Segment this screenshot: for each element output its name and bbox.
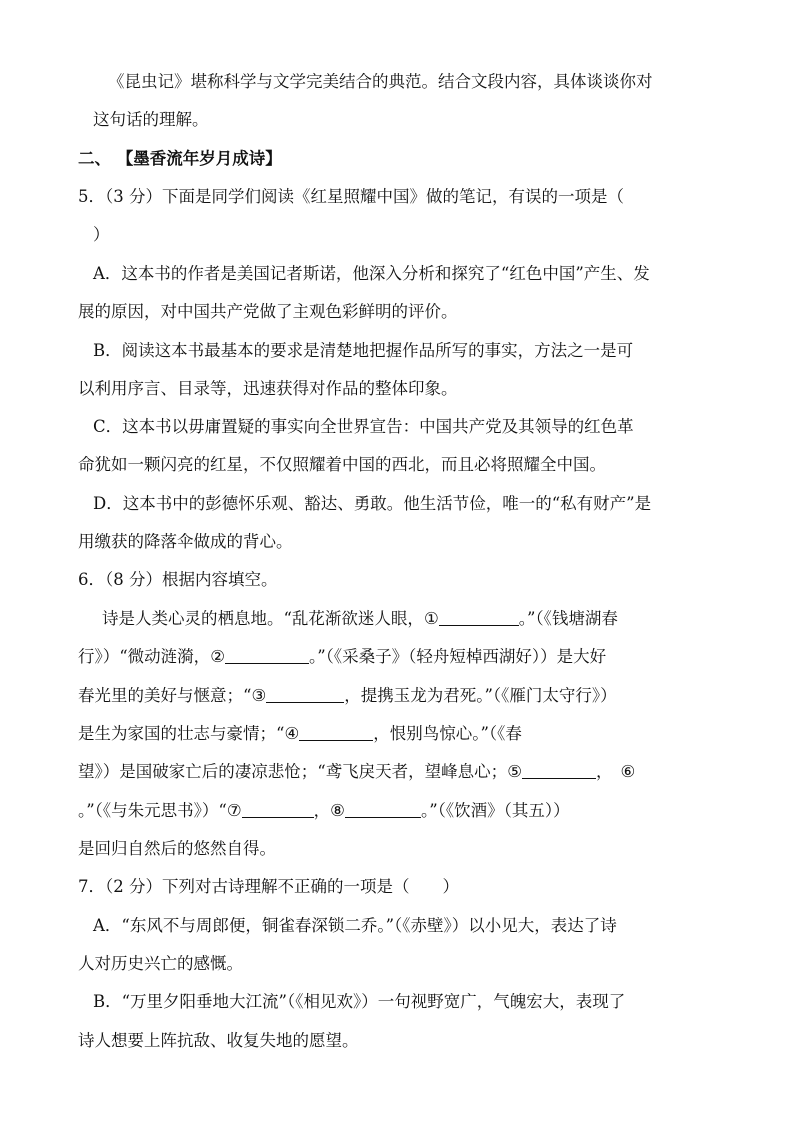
q5-option-d-line1: D．这本书中的彭德怀乐观、豁达、勇敢。他生活节俭，唯一的“私有财产”是 [93, 494, 652, 513]
blank-3[interactable] [266, 686, 344, 703]
q5-option-c-line2: 命犹如一颗闪亮的红星，不仅照耀着中国的西北，而且必将照耀全中国。 [78, 455, 606, 474]
q6-text: ，提携玉龙为君死。”（《雁门太守行》） [344, 686, 617, 705]
q6-line5 [78, 761, 635, 783]
q6-text: ，恨别鸟惊心。”（《春 [373, 724, 522, 743]
blank-8-number: ⑧ [330, 801, 345, 820]
q6-line1 [102, 608, 618, 630]
q6-text: 望》）是国破家亡后的凄凉悲怆；“鸢飞戾天者，望峰息心； [78, 762, 508, 781]
blank-1-number: ① [423, 609, 439, 628]
q6-text: 。”（《与朱元思书》）“ [78, 801, 227, 820]
q6-line6 [78, 800, 570, 822]
q6-text: 诗是人类心灵的栖息地。“乱花渐欲迷人眼， [102, 609, 424, 628]
blank-7[interactable] [242, 801, 314, 818]
q7-option-b-line2: 诗人想要上阵抗敌、收复失地的愿望。 [78, 1031, 359, 1050]
section-2-title: 二、 【墨香流年岁月成诗】 [78, 149, 282, 168]
blank-2-number: ② [210, 647, 225, 666]
q6-line3 [78, 685, 617, 707]
q5-stem: 5．（3 分）下面是同学们阅读《红星照耀中国》做的笔记，有误的一项是（ [78, 187, 624, 206]
q6-text: ， [313, 801, 331, 820]
q7-stem: 7．（2 分）下列对古诗理解不正确的一项是（ ） [78, 877, 459, 896]
q6-text: 是生为家国的壮志与豪情；“ [78, 724, 285, 743]
q5-option-b-line2: 以利用序言、目录等，迅速获得对作品的整体印象。 [78, 379, 458, 398]
q6-line2 [78, 646, 606, 668]
q5-option-d-line2: 用缴获的降落伞做成的背心。 [78, 532, 293, 551]
q5-option-a-line2: 展的原因，对中国共产党做了主观色彩鲜明的评价。 [78, 302, 458, 321]
q6-stem: 6．（8 分）根据内容填空。 [78, 570, 278, 589]
q4-tail-line1: 《昆虫记》堪称科学与文学完美结合的典范。结合文段内容，具体谈谈你对 [108, 72, 653, 91]
q4-tail-line2: 这句话的理解。 [93, 110, 209, 129]
q6-text: 春光里的美好与惬意；“ [78, 686, 252, 705]
q6-text: 。”（《采桑子》（轻舟短棹西湖好））是大好 [308, 647, 607, 666]
blank-4-number: ④ [284, 724, 300, 743]
blank-1[interactable] [439, 609, 519, 626]
q6-line7: 是回归自然后的悠然自得。 [78, 839, 276, 858]
q5-stem-paren: ） [93, 225, 110, 244]
q5-option-a-line1: A．这本书的作者是美国记者斯诺，他深入分析和探究了“红色中国”产生、发 [93, 264, 650, 283]
q7-option-a-line1: A．“东风不与周郎便，铜雀春深锁二乔。”（《赤壁》）以小见大，表达了诗 [93, 916, 617, 935]
blank-4[interactable] [299, 724, 373, 741]
q7-option-a-line2: 人对历史兴亡的感慨。 [78, 954, 243, 973]
blank-3-number: ③ [251, 686, 267, 705]
q5-option-b-line1: B．阅读这本书最基本的要求是清楚地把握作品所写的事实，方法之一是可 [93, 341, 634, 360]
q6-text: 行》）“微动涟漪， [78, 647, 211, 666]
q6-text: 。”（《钱塘湖春 [518, 609, 618, 628]
blank-6-number: ⑥ [620, 762, 636, 781]
blank-2[interactable] [225, 647, 309, 664]
q5-option-c-line1: C．这本书以毋庸置疑的事实向全世界宣告：中国共产党及其领导的红色革 [93, 417, 634, 436]
q6-text: 。”（《饮酒》（其五）） [420, 801, 570, 820]
q7-option-b-line1: B．“万里夕阳垂地大江流”（《相见欢》）一句视野宽广，气魄宏大，表现了 [93, 992, 626, 1011]
q6-text: ， [595, 762, 613, 781]
q6-line4 [78, 723, 522, 745]
blank-7-number: ⑦ [226, 801, 242, 820]
blank-5[interactable] [522, 762, 596, 779]
blank-8[interactable] [345, 801, 421, 818]
blank-5-number: ⑤ [507, 762, 522, 781]
